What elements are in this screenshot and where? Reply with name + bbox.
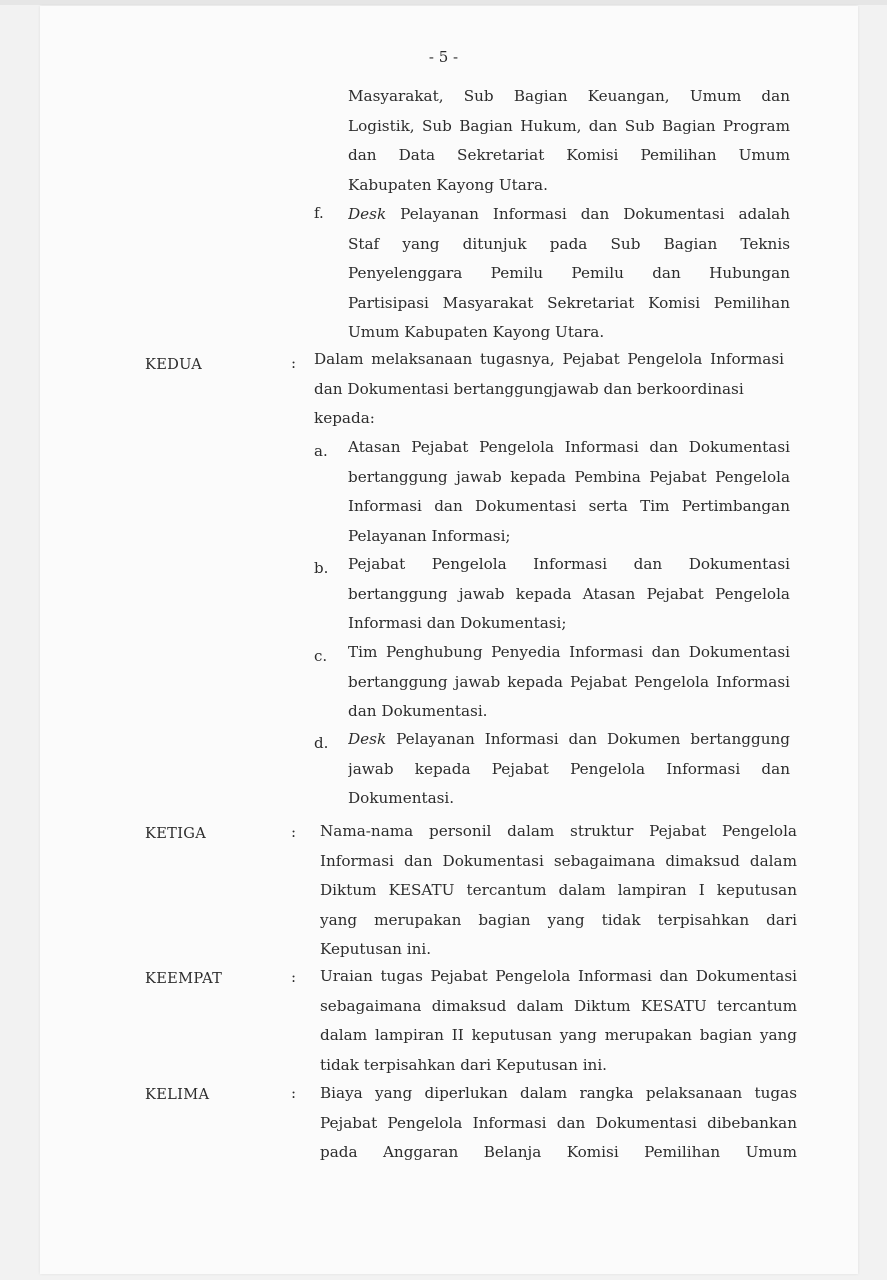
list-item-b	[348, 550, 790, 639]
intro-paragraph	[348, 82, 790, 200]
text-line: Staf yang ditunjuk pada Sub Bagian Teknis	[348, 234, 790, 253]
list-marker-f: f.	[314, 204, 324, 222]
text-line: Keputusan ini.	[320, 940, 432, 958]
emphasis-desk: Desk	[348, 730, 387, 748]
list-marker-b: b.	[314, 559, 329, 577]
text-line: jawab kepada Pejabat Pengelola Informasi dan	[348, 759, 790, 778]
text-line: Uraian tugas Pejabat Pengelola Informasi dan Dokumentasi	[320, 967, 797, 985]
text-line: tidak terpisahkan dari Keputusan ini.	[320, 1055, 608, 1074]
text-line: yang merupakan bagian yang tidak terpisahkan dari	[320, 910, 797, 929]
list-marker-d: d.	[314, 734, 329, 752]
section-body-kedua	[314, 345, 784, 434]
section-body-keempat	[320, 962, 797, 1080]
text-line: dan Dokumentasi.	[348, 702, 488, 720]
text-line: dan Data Sekretariat Komisi Pemilihan Umum	[348, 146, 790, 164]
text-line: Kabupaten Kayong Utara.	[348, 175, 548, 194]
section-colon: :	[291, 823, 297, 841]
section-colon: :	[291, 1084, 297, 1102]
section-label-ketiga: KETIGA	[145, 825, 207, 842]
text-line: sebagaimana dimaksud dalam Diktum KESATU tercantum	[320, 996, 797, 1015]
section-colon: :	[291, 968, 297, 986]
text-line: Partisipasi Masyarakat Sekretariat Komisi Pemilihan	[348, 293, 790, 312]
text-line: Desk Pelayanan Informasi dan Dokumen bertanggung	[348, 730, 790, 748]
section-label-keempat: KEEMPAT	[145, 970, 223, 987]
text-line: Informasi dan Dokumentasi sebagaimana dimaksud dalam	[320, 851, 797, 870]
list-item-f	[348, 200, 790, 348]
text-line: dan Dokumentasi bertanggungjawab dan berkoordinasi	[314, 379, 744, 398]
text-line: dalam lampiran II keputusan yang merupakan bagian yang	[320, 1026, 797, 1044]
text-line: Pejabat Pengelola Informasi dan Dokumentasi dibebankan	[320, 1113, 797, 1132]
text-line: bertanggung jawab kepada Pembina Pejabat Pengelola	[348, 467, 790, 486]
list-marker-c: c.	[314, 647, 328, 665]
text-line: Biaya yang diperlukan dalam rangka pelaksanaan tugas	[320, 1084, 797, 1102]
list-item-a	[348, 433, 790, 551]
section-body-ketiga	[320, 817, 797, 965]
text-line: Pelayanan Informasi;	[348, 526, 511, 545]
text-line: Nama-nama personil dalam struktur Pejabat Pengelola	[320, 822, 797, 840]
text-line: bertanggung jawab kepada Pejabat Pengelola Informasi	[348, 672, 790, 691]
text-line: Dokumentasi.	[348, 789, 455, 807]
text-line: Atasan Pejabat Pengelola Informasi dan Dokumentasi	[348, 438, 790, 456]
text-line: Dalam melaksanaan tugasnya, Pejabat Pengelola Informasi	[314, 350, 784, 368]
text-line: Tim Penghubung Penyedia Informasi dan Dokumentasi	[348, 643, 790, 661]
text-line: Pejabat Pengelola Informasi dan Dokumentasi	[348, 555, 790, 573]
text-line: Informasi dan Dokumentasi serta Tim Pertimbangan	[348, 497, 790, 515]
text-line: kepada:	[314, 409, 375, 427]
section-body-kelima	[320, 1079, 797, 1168]
text-line: Umum Kabupaten Kayong Utara.	[348, 323, 605, 341]
text-line: bertanggung jawab kepada Atasan Pejabat Pengelola	[348, 584, 790, 603]
page-number: - 5 -	[428, 48, 459, 66]
text-line: Informasi dan Dokumentasi;	[348, 614, 567, 632]
list-marker-a: a.	[314, 442, 328, 460]
list-item-c	[348, 638, 790, 727]
text-line: Desk Pelayanan Informasi dan Dokumentasi adalah	[348, 205, 790, 223]
section-label-kelima: KELIMA	[145, 1086, 210, 1103]
text-line: Diktum KESATU tercantum dalam lampiran I keputusan	[320, 881, 797, 899]
section-colon: :	[291, 354, 297, 372]
section-label-kedua: KEDUA	[145, 356, 203, 373]
text-line: Masyarakat, Sub Bagian Keuangan, Umum dan	[348, 87, 790, 105]
list-item-d	[348, 725, 790, 814]
emphasis-desk: Desk	[348, 205, 387, 223]
text-line: Logistik, Sub Bagian Hukum, dan Sub Bagian Program	[348, 116, 790, 135]
text-line: pada Anggaran Belanja Komisi Pemilihan Umum	[320, 1143, 797, 1161]
text-line: Penyelenggara Pemilu Pemilu dan Hubungan	[348, 264, 790, 282]
scan-top-edge	[0, 0, 887, 5]
